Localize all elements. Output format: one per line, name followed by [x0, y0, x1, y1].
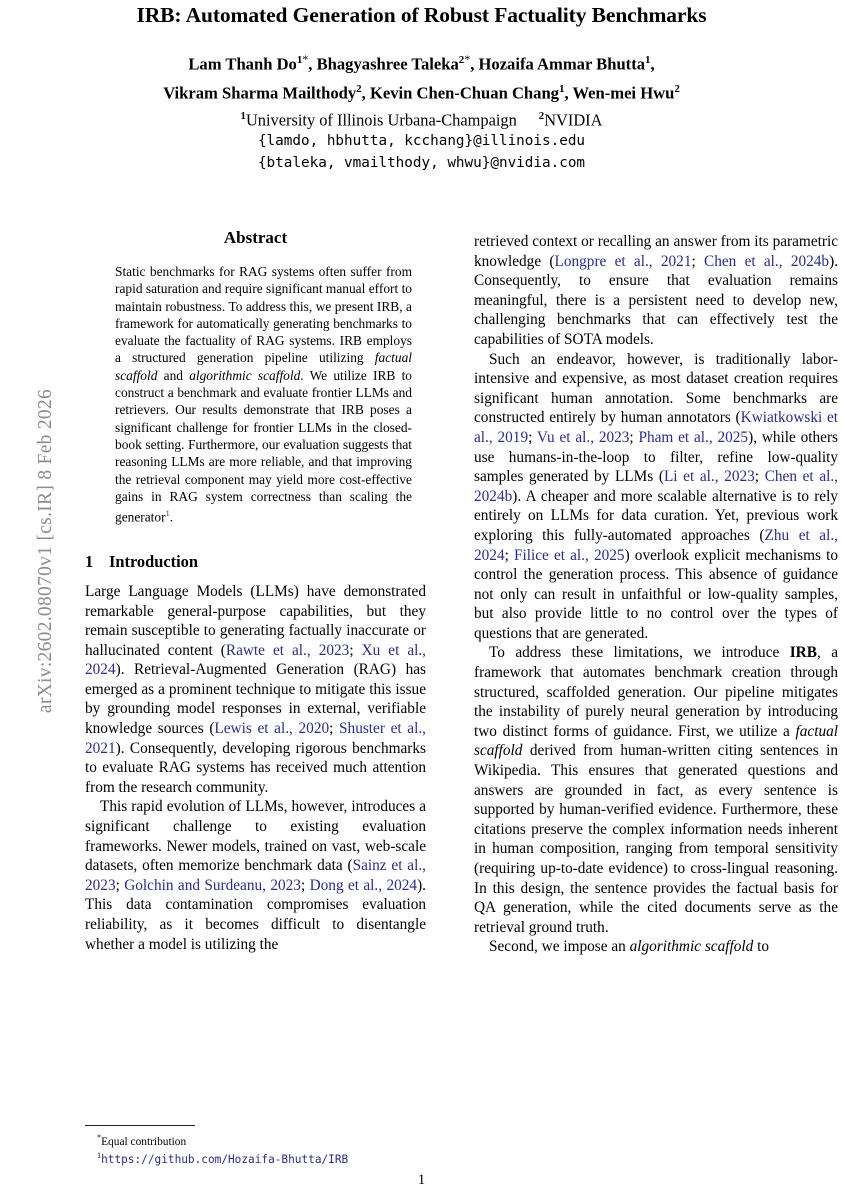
abstract-text: . We utilize IRB to construct a benchmark and evaluate frontier LLMs and retrievers. Our results demonstrate that IRB poses a significant challenge for frontier LLMs in the closed-book setting. Furthermore, our evaluation suggests that reasoning LLMs are more reliable, and that improving the retrieval component may yield more cost-effective gains in RAG system correctness than scaling the generator: [115, 367, 412, 525]
author-affil-marker: 1: [296, 54, 303, 66]
citation-link[interactable]: Filice et al., 2025: [513, 546, 625, 564]
page-title: IRB: Automated Generation of Robust Factuality Benchmarks: [136, 3, 707, 27]
body-text: Second, we impose an: [489, 938, 630, 956]
footnote-ref[interactable]: 1: [165, 509, 170, 519]
body-text: ;: [329, 720, 340, 738]
author-name: Lam Thanh Do: [188, 54, 297, 74]
intro-paragraph-1: [85, 582, 426, 798]
author-line-2: [68, 77, 775, 106]
body-text: ;: [528, 428, 537, 446]
body-text: ). A cheaper and more scalable alternative is to rely entirely on LLMs for data curation. Yet, previous work exploring this fully-automated approaches (: [474, 487, 838, 544]
body-text: Large Language Models (LLMs) have demonstrated remarkable general-purpose capabilities, but they remain susceptible to generating factually inaccurate or hallucinated content (: [85, 582, 426, 659]
system-name: IRB: [789, 644, 817, 662]
footnote-repo-link: [97, 1149, 426, 1167]
footnote-text: Equal contribution: [101, 1135, 187, 1148]
citation-link[interactable]: Kwiatkowski et al., 2019: [474, 409, 838, 446]
footnote-number-marker: 1: [97, 1151, 102, 1161]
section-title: Introduction: [109, 551, 198, 571]
citation-link[interactable]: Zhu et al., 2024: [474, 526, 838, 564]
citation-link[interactable]: Sainz et al., 2023: [85, 857, 426, 894]
intro-paragraph-3: [474, 232, 838, 350]
body-text: ;: [504, 546, 514, 564]
author-name: , Bhagyashree Taleka: [308, 54, 459, 74]
citation-link[interactable]: Longpre et al., 2021: [554, 252, 692, 270]
body-text: ). Consequently, to ensure that evaluation remains meaningful, there is a persistent need to develop new, challenging benchmarks that can effectively test the capabilities of SOTA models.: [474, 252, 839, 348]
abstract-emphasis: factual scaffold: [115, 350, 412, 383]
citation-link[interactable]: Golchin and Surdeanu, 2023: [124, 876, 301, 894]
body-emphasis: algorithmic scaffold: [629, 938, 754, 956]
body-text: ;: [115, 876, 125, 894]
abstract-emphasis: algorithmic scaffold: [189, 367, 301, 383]
footnote-equal-contribution: [97, 1131, 426, 1149]
author-affil-marker: 2: [356, 83, 362, 96]
citation-link[interactable]: Rawte et al., 2023: [225, 641, 350, 659]
abstract-body: [115, 263, 412, 526]
affiliations: [68, 106, 775, 130]
affil-marker-1: 1: [240, 110, 246, 122]
abstract-text: .: [169, 509, 174, 525]
intro-paragraph-6: [474, 937, 838, 957]
footnote-block: [85, 1125, 426, 1168]
author-affil-marker: 1: [645, 54, 651, 66]
body-emphasis: factual scaffold: [474, 722, 838, 760]
abstract-heading: Abstract: [223, 228, 288, 247]
section-heading-introduction: [85, 552, 426, 572]
citation-link[interactable]: Li et al., 2023: [663, 468, 755, 486]
citation-link[interactable]: Shuster et al., 2021: [85, 720, 426, 757]
affiliation-1: University of Illinois Urbana-Champaign: [245, 110, 517, 130]
citation-link[interactable]: Chen et al., 2024b: [474, 468, 839, 505]
section-number: 1: [85, 551, 94, 571]
left-column: [85, 228, 426, 954]
author-name: , Hozaifa Ammar Bhutta: [470, 54, 646, 74]
citation-link[interactable]: Vu et al., 2023: [536, 428, 630, 446]
body-text: This rapid evolution of LLMs, however, introduces a significant challenge to existing evaluation frameworks. Newer models, trained on vast, web-scale datasets, often memorize benchmark data (: [85, 798, 426, 875]
intro-paragraph-2: [85, 797, 426, 954]
body-text: retrieved context or recalling an answer from its parametric knowledge (: [474, 233, 838, 270]
footnote-rule: [85, 1125, 195, 1126]
body-text: ). This data contamination compromises evaluation reliability, as it becomes difficult to disentangle whether a model is utilizing the: [85, 876, 426, 953]
body-text: ;: [349, 641, 362, 659]
citation-link[interactable]: Chen et al., 2024b: [704, 252, 830, 270]
author-name: , Kevin Chen-Chuan Chang: [361, 83, 559, 103]
body-text: to: [753, 938, 770, 956]
body-text: ;: [691, 252, 704, 270]
citation-link[interactable]: Dong et al., 2024: [309, 876, 418, 894]
author-name: , Wen-mei Hwu: [564, 83, 675, 103]
repo-url-link[interactable]: https://github.com/Hozaifa-Bhutta/IRB: [101, 1153, 349, 1167]
right-column: [474, 232, 838, 957]
author-line-1: [68, 47, 775, 77]
citation-link[interactable]: Lewis et al., 2020: [214, 720, 330, 738]
author-affil-marker: 2: [674, 83, 680, 96]
body-text: Such an endeavor, however, is traditionally labor-intensive and expensive, as most dataset creation requires significant human annotation. Some benchmarks are constructed entirely by human annotators (: [474, 350, 838, 427]
body-text: , a framework that automates benchmark creation through structured, scaffolded generation. Our pipeline mitigates the instability of purely neural generation by introducing two distinct forms of guidance. First, we utilize a: [474, 644, 838, 740]
email-line-nvidia: {btaleka, vmailthody, whwu}@nvidia.com: [257, 154, 586, 171]
footnote-star-marker: *: [97, 1133, 102, 1142]
author-list: [68, 47, 775, 106]
author-affil-marker: 1: [558, 83, 565, 96]
citation-link[interactable]: Pham et al., 2025: [638, 428, 749, 446]
body-text: To address these limitations, we introduce: [489, 644, 790, 662]
author-affil-marker: 2: [458, 54, 465, 66]
arxiv-stamp: arXiv:2602.08070v1 [cs.IR] 8 Feb 2026: [35, 388, 56, 714]
abstract-text: and: [157, 367, 190, 383]
body-text: ) overlook explicit mechanisms to control the generation process. This absence of guidance not only can result in unfaithful or low-quality samples, but also provide little to no control over the types of questions that are generated.: [474, 546, 838, 642]
body-text: ;: [300, 876, 310, 894]
body-text: ;: [629, 428, 639, 446]
affil-marker-2: 2: [538, 110, 545, 122]
author-name: Vikram Sharma Mailthody: [163, 83, 357, 103]
affiliation-2: NVIDIA: [544, 110, 603, 130]
email-line-illinois: {lamdo, hbhutta, kcchang}@illinois.edu: [257, 133, 586, 149]
page-number: 1: [417, 1172, 426, 1188]
body-text: ;: [754, 468, 765, 486]
intro-paragraph-5: [474, 643, 838, 937]
abstract-text: Static benchmarks for RAG systems often suffer from rapid saturation and require significant manual effort to maintain robustness. To address this, we present IRB, a framework for automatically generating benchmarks to evaluate the factuality of RAG systems. IRB employs a structured generation pipeline utilizing: [115, 264, 412, 366]
body-text: ). Consequently, developing rigorous benchmarks to evaluate RAG systems has received much attention from the research community.: [85, 739, 426, 796]
author-separator: ,: [650, 54, 655, 74]
intro-paragraph-4: [474, 350, 838, 644]
email-block: [68, 131, 775, 174]
body-text: ). Retrieval-Augmented Generation (RAG) has emerged as a prominent technique to mitigate this issue by grounding model responses in external, verifiable knowledge sources (: [85, 661, 426, 738]
body-text: derived from human-written citing sentences in Wikipedia. This ensures that generated questions and answers are grounded in fact, as every sentence is supported by human-verified evidence. Furthermore, these citations preserve the complex information needs inherent in human composition, ranging from temporal sensitivity (requiring up-to-date evidence) to cross-lingual reasoning. In this design, the sentence provides the factual basis for QA generation, while the cited documents serve as the retrieval ground truth.: [474, 742, 838, 936]
body-text: ), while others use humans-in-the-loop to filter, refine low-quality samples generated by LLMs (: [474, 428, 839, 486]
citation-link[interactable]: Xu et al., 2024: [85, 641, 427, 679]
author-equal-marker: *: [302, 52, 309, 66]
author-equal-marker: *: [464, 52, 471, 66]
